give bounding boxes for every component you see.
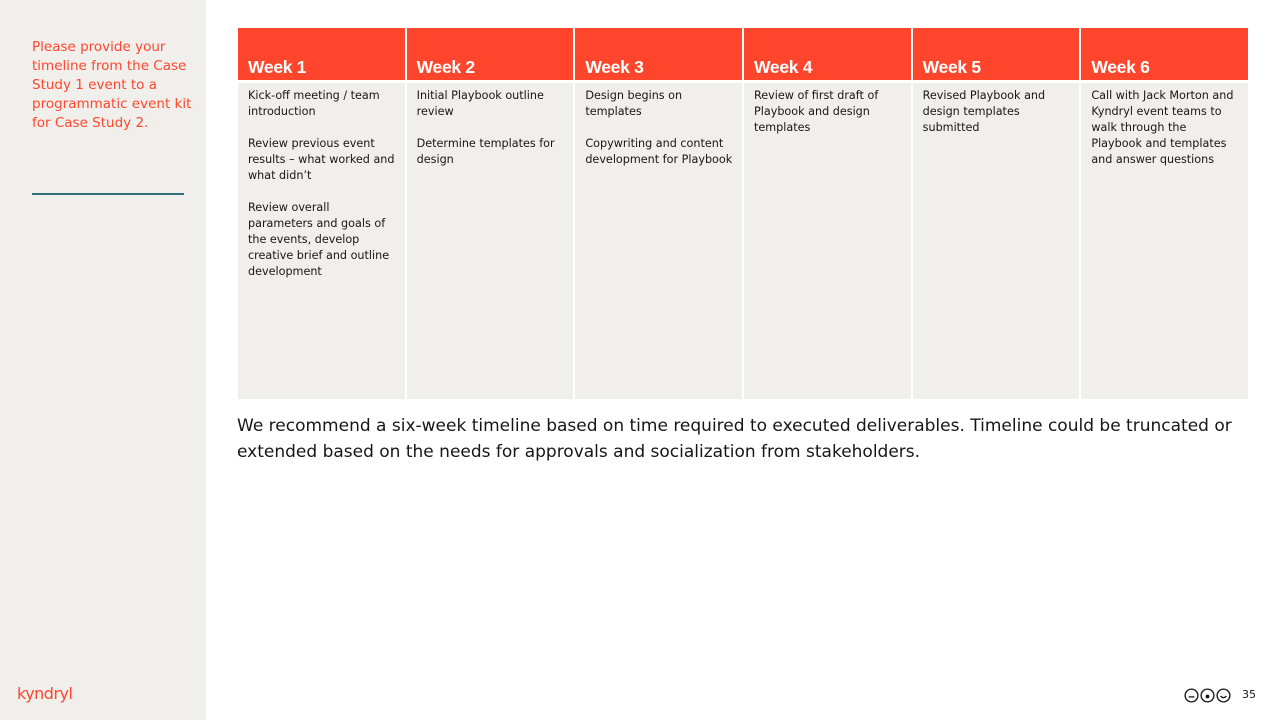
week-tasks [1081, 83, 1248, 399]
task-item: Design begins on templates [585, 89, 683, 118]
week-tasks [744, 83, 911, 399]
dot-circle-icon[interactable] [1200, 688, 1215, 703]
smile-face-icon[interactable] [1216, 688, 1231, 703]
week-column-3 [575, 28, 742, 399]
week-header: Week 3 [575, 28, 742, 83]
recommendation-text: We recommend a six-week timeline based on time required to executed deliverables. Timeline could be truncated or extended based on the needs for approvals and socialization from stakeholders. [237, 416, 1232, 462]
timeline-table [238, 28, 1248, 399]
week-header: Week 6 [1081, 28, 1248, 83]
task-item: Review of first draft of Playbook and design templates [754, 89, 879, 134]
kyndryl-logo: kyndryl [17, 684, 73, 703]
sidebar [0, 0, 206, 720]
week-column-1 [238, 28, 405, 399]
week-tasks [238, 83, 405, 399]
week-column-4 [744, 28, 911, 399]
task-item: Revised Playbook and design templates submitted [922, 89, 1046, 134]
week-header: Week 1 [238, 28, 405, 83]
page-number: 35 [1242, 688, 1256, 701]
task-item: Initial Playbook outline review [416, 89, 544, 118]
task-item: Review previous event results – what worked and what didn’t [248, 137, 395, 182]
week-column-6 [1081, 28, 1248, 399]
task-item: Kick-off meeting / team introduction [248, 89, 380, 118]
task-item: Call with Jack Morton and Kyndryl event teams to walk through the Playbook and templates and answer questions [1091, 89, 1234, 166]
week-header: Week 2 [407, 28, 574, 83]
sidebar-divider [32, 193, 184, 195]
week-tasks [407, 83, 574, 399]
task-item: Determine templates for design [416, 137, 555, 166]
week-tasks [575, 83, 742, 399]
footer-icons [1184, 688, 1231, 703]
week-header: Week 5 [913, 28, 1080, 83]
week-column-2 [407, 28, 574, 399]
neutral-face-icon[interactable] [1184, 688, 1199, 703]
task-item: Copywriting and content development for Playbook [585, 137, 733, 166]
week-header: Week 4 [744, 28, 911, 83]
task-item: Review overall parameters and goals of the events, develop creative brief and outline development [248, 201, 390, 278]
prompt-text: Please provide your timeline from the Case Study 1 event to a programmatic event kit for Case Study 2. [32, 39, 192, 131]
week-column-5 [913, 28, 1080, 399]
week-tasks [913, 83, 1080, 399]
